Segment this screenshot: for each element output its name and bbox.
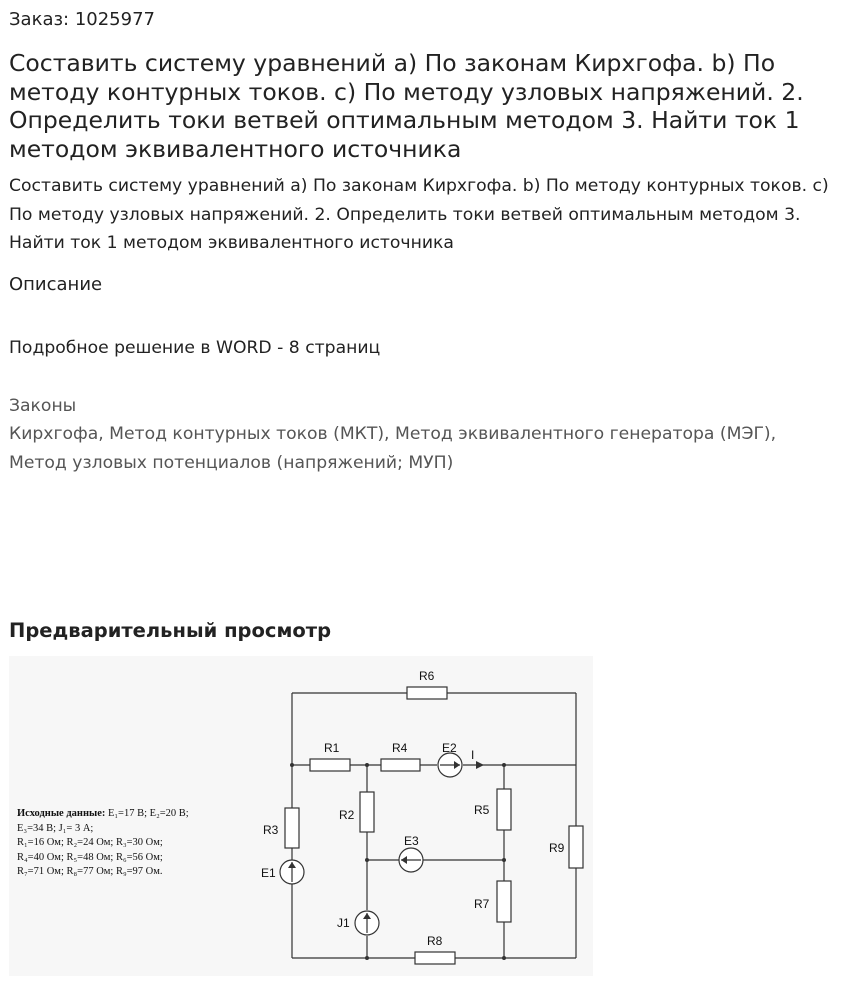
given-heading: Исходные данные: [17, 808, 106, 819]
page-title: Составить систему уравнений а) По законам Кирхгофа. b) По методу контурных токов. с) По методу узловых напряжений. 2. Определить токи ветвей оптимальным методом 3. Найти ток 1 методом эквивалентного источника [9, 49, 804, 163]
summary-text: Составить систему уравнений а) По законам Кирхгофа. b) По методу контурных токов. с) По методу узловых напряжений. 2. Определить токи ветвей оптимальным методом 3. Найти ток 1 методом эквивалентного источника [9, 176, 829, 253]
laws-list: Кирхгофа, Метод контурных токов (МКТ), Метод эквивалентного генератора (МЭГ), Метод узловых потенциалов (напряжений; МУП) [9, 424, 777, 473]
resistor-r1 [310, 759, 350, 771]
resistor-r6 [407, 687, 447, 699]
resistor-r3 [285, 808, 299, 848]
circuit-diagram [9, 656, 593, 976]
resistor-r7 [497, 881, 511, 922]
laws-label: Законы [9, 396, 77, 416]
given-line-2: E₃=34 В; J₁= 3 А; [17, 822, 94, 834]
label-r5: R5 [474, 803, 490, 817]
preview-image [9, 656, 593, 976]
label-current: I [471, 748, 475, 762]
label-e1: E1 [261, 866, 276, 880]
order-number: Заказ: 1025977 [9, 9, 155, 30]
label-r9: R9 [549, 841, 565, 855]
current-arrow [476, 761, 484, 769]
given-line-4: R₄=40 Ом; R₅=48 Ом; R₆=56 Ом; [17, 851, 163, 863]
label-r4: R4 [392, 741, 408, 755]
given-line-1: E₁=17 В; E₂=20 В; [105, 808, 189, 819]
label-e3: E3 [404, 834, 419, 848]
label-j1: J1 [337, 916, 350, 930]
label-r7: R7 [474, 897, 490, 911]
given-line-3: R₁=16 Ом; R₂=24 Ом; R₃=30 Ом; [17, 837, 163, 848]
preview-heading: Предварительный просмотр [9, 619, 332, 642]
description-label: Описание [9, 274, 103, 295]
resistor-r8 [415, 952, 455, 964]
label-r1: R1 [324, 741, 340, 755]
label-r8: R8 [427, 934, 443, 948]
resistor-r2 [360, 792, 374, 832]
label-e2: E2 [442, 741, 457, 755]
description-text: Подробное решение в WORD - 8 страниц [9, 338, 381, 358]
label-r3: R3 [263, 823, 279, 837]
given-line-5: R₇=71 Ом; R₈=77 Ом; R₉=97 Ом. [17, 866, 163, 877]
label-r2: R2 [339, 808, 355, 822]
label-r6: R6 [419, 669, 435, 683]
resistor-r4 [381, 759, 420, 771]
resistor-r5 [497, 789, 511, 830]
resistor-r9 [569, 826, 583, 868]
